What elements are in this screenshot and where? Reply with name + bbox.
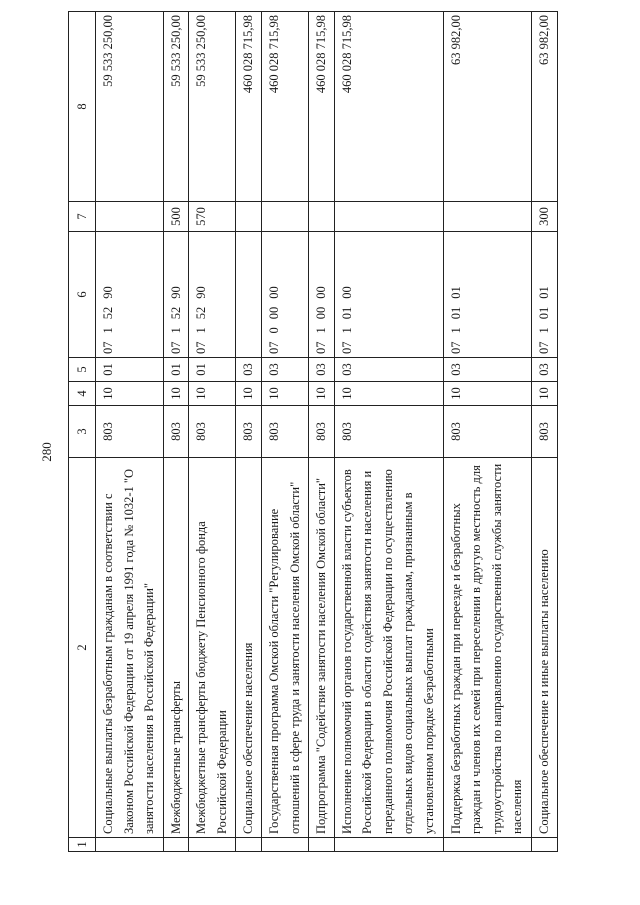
cell-col1: [96, 838, 164, 852]
table-row: [532, 12, 558, 852]
code-part: 1: [313, 327, 328, 334]
code-part: 52: [194, 306, 209, 320]
header-cell: 5: [69, 358, 96, 382]
code-part: 01: [339, 306, 354, 320]
cell-col4: 10: [163, 382, 189, 406]
cell-col5: 03: [443, 358, 531, 382]
cell-col5: 03: [236, 358, 262, 382]
header-cell: 8: [69, 12, 96, 202]
cell-col3: 803: [236, 406, 262, 458]
cell-col8: 460 028 715,98: [262, 12, 309, 202]
code-part: 07: [313, 341, 328, 354]
cell-col4: 10: [96, 382, 164, 406]
code-part: 01: [537, 286, 552, 299]
cell-col6: [532, 232, 558, 358]
cell-col3: 803: [443, 406, 531, 458]
header-cell: 6: [69, 232, 96, 358]
code-part: 1: [537, 327, 552, 334]
cell-col8: 460 028 715,98: [334, 12, 443, 202]
header-cell: 4: [69, 382, 96, 406]
cell-name: Межбюджетные трансферты: [163, 458, 189, 838]
cell-col1: [443, 838, 531, 852]
header-cell: 2: [69, 458, 96, 838]
table-row: [189, 12, 236, 852]
cell-col4: 10: [308, 382, 334, 406]
table-row: [443, 12, 531, 852]
cell-col7: 500: [163, 202, 189, 232]
cell-col5: 03: [532, 358, 558, 382]
budget-table: [68, 11, 558, 852]
cell-col3: 803: [334, 406, 443, 458]
code-part: 07: [168, 341, 183, 354]
code-part: 07: [194, 341, 209, 354]
cell-col1: [236, 838, 262, 852]
cell-col8: 59 533 250,00: [189, 12, 236, 202]
cell-col3: 803: [96, 406, 164, 458]
header-cell: 7: [69, 202, 96, 232]
table-row: [163, 12, 189, 852]
cell-col4: 10: [189, 382, 236, 406]
cell-col6: [189, 232, 236, 358]
cell-col3: 803: [163, 406, 189, 458]
cell-col1: [163, 838, 189, 852]
code-part: 1: [168, 327, 183, 334]
code-part: 00: [267, 306, 281, 320]
cell-col3: 803: [308, 406, 334, 458]
cell-col1: [189, 838, 236, 852]
cell-name: Поддержка безработных граждан при переезде и безработных граждан и членов их семей при переселении в другую местность для трудоустройства по направлению государственной службы занятости населения: [443, 458, 531, 838]
cell-col3: 803: [532, 406, 558, 458]
table-row: [262, 12, 309, 852]
code-part: 01: [537, 306, 552, 320]
cell-col7: [334, 202, 443, 232]
cell-col5: 03: [308, 358, 334, 382]
cell-col5: 01: [96, 358, 164, 382]
cell-col4: 10: [443, 382, 531, 406]
code-part: 07: [537, 341, 552, 354]
cell-col4: 10: [262, 382, 309, 406]
cell-col6: [443, 232, 531, 358]
cell-col1: [262, 838, 309, 852]
cell-col6: [163, 232, 189, 358]
code-part: 01: [448, 306, 463, 320]
table-row: [96, 12, 164, 852]
code-part: 00: [339, 286, 354, 299]
rotated-page: [68, 12, 558, 852]
cell-col8: 63 982,00: [532, 12, 558, 202]
cell-col8: 59 533 250,00: [163, 12, 189, 202]
code-part: 00: [313, 306, 328, 320]
cell-name: Государственная программа Омской области "Регулирование отношений в сфере труда и занятости населения Омской области": [262, 458, 309, 838]
cell-col6: [308, 232, 334, 358]
code-part: 52: [101, 306, 115, 320]
cell-col7: 570: [189, 202, 236, 232]
cell-col6: [236, 232, 262, 358]
code-part: 07: [339, 341, 354, 354]
cell-col4: 10: [532, 382, 558, 406]
cell-col1: [334, 838, 443, 852]
code-part: 90: [168, 286, 183, 299]
cell-col4: 10: [334, 382, 443, 406]
cell-col8: 63 982,00: [443, 12, 531, 202]
cell-col3: 803: [189, 406, 236, 458]
cell-name: Социальное обеспечение и иные выплаты населению: [532, 458, 558, 838]
code-part: 07: [267, 341, 281, 354]
code-part: 07: [101, 341, 115, 354]
code-part: 52: [168, 306, 183, 320]
header-cell: 3: [69, 406, 96, 458]
cell-col5: 03: [262, 358, 309, 382]
code-part: 1: [101, 327, 115, 334]
code-part: 0: [267, 327, 281, 334]
cell-name: Социальные выплаты безработным гражданам в соответствии с Законом Российской Федерации от 19 апреля 1991 года № 1032-1 "О занятости населения в Российской Федерации": [96, 458, 164, 838]
cell-col3: 803: [262, 406, 309, 458]
header-row: [69, 12, 96, 852]
code-part: 90: [101, 286, 115, 299]
cell-col5: 01: [163, 358, 189, 382]
cell-name: Социальное обеспечение населения: [236, 458, 262, 838]
cell-col4: 10: [236, 382, 262, 406]
code-part: 1: [339, 327, 354, 334]
code-part: 01: [448, 286, 463, 299]
cell-col1: [532, 838, 558, 852]
cell-col7: 300: [532, 202, 558, 232]
cell-col6: [262, 232, 309, 358]
cell-col7: [308, 202, 334, 232]
cell-col7: [236, 202, 262, 232]
code-part: 00: [267, 286, 281, 299]
cell-col8: 59 533 250,00: [96, 12, 164, 202]
cell-name: Исполнение полномочий органов государственной власти субъектов Российской Федерации в области содействия занятости населения и переданного полномочия Российской Федерации по осуществлению отдельных видов социальных выплат гражданам, признанным в установленном порядке безработными: [334, 458, 443, 838]
table-row: [308, 12, 334, 852]
code-part: 00: [313, 286, 328, 299]
cell-col6: [96, 232, 164, 358]
code-part: 90: [194, 286, 209, 299]
cell-col5: 01: [189, 358, 236, 382]
cell-name: Подпрограмма "Содействие занятости населения Омской области": [308, 458, 334, 838]
code-part: 1: [448, 327, 463, 334]
page-number: 280: [39, 442, 54, 462]
header-cell: 1: [69, 838, 96, 852]
table-row: [236, 12, 262, 852]
code-part: 1: [194, 327, 209, 334]
cell-col5: 03: [334, 358, 443, 382]
cell-col6: [334, 232, 443, 358]
cell-name: Межбюджетные трансферты бюджету Пенсионного фонда Российской Федерации: [189, 458, 236, 838]
cell-col1: [308, 838, 334, 852]
cell-col8: 460 028 715,98: [236, 12, 262, 202]
cell-col7: [96, 202, 164, 232]
cell-col7: [262, 202, 309, 232]
code-part: 07: [448, 341, 463, 354]
table-row: [334, 12, 443, 852]
cell-col7: [443, 202, 531, 232]
cell-col8: 460 028 715,98: [308, 12, 334, 202]
